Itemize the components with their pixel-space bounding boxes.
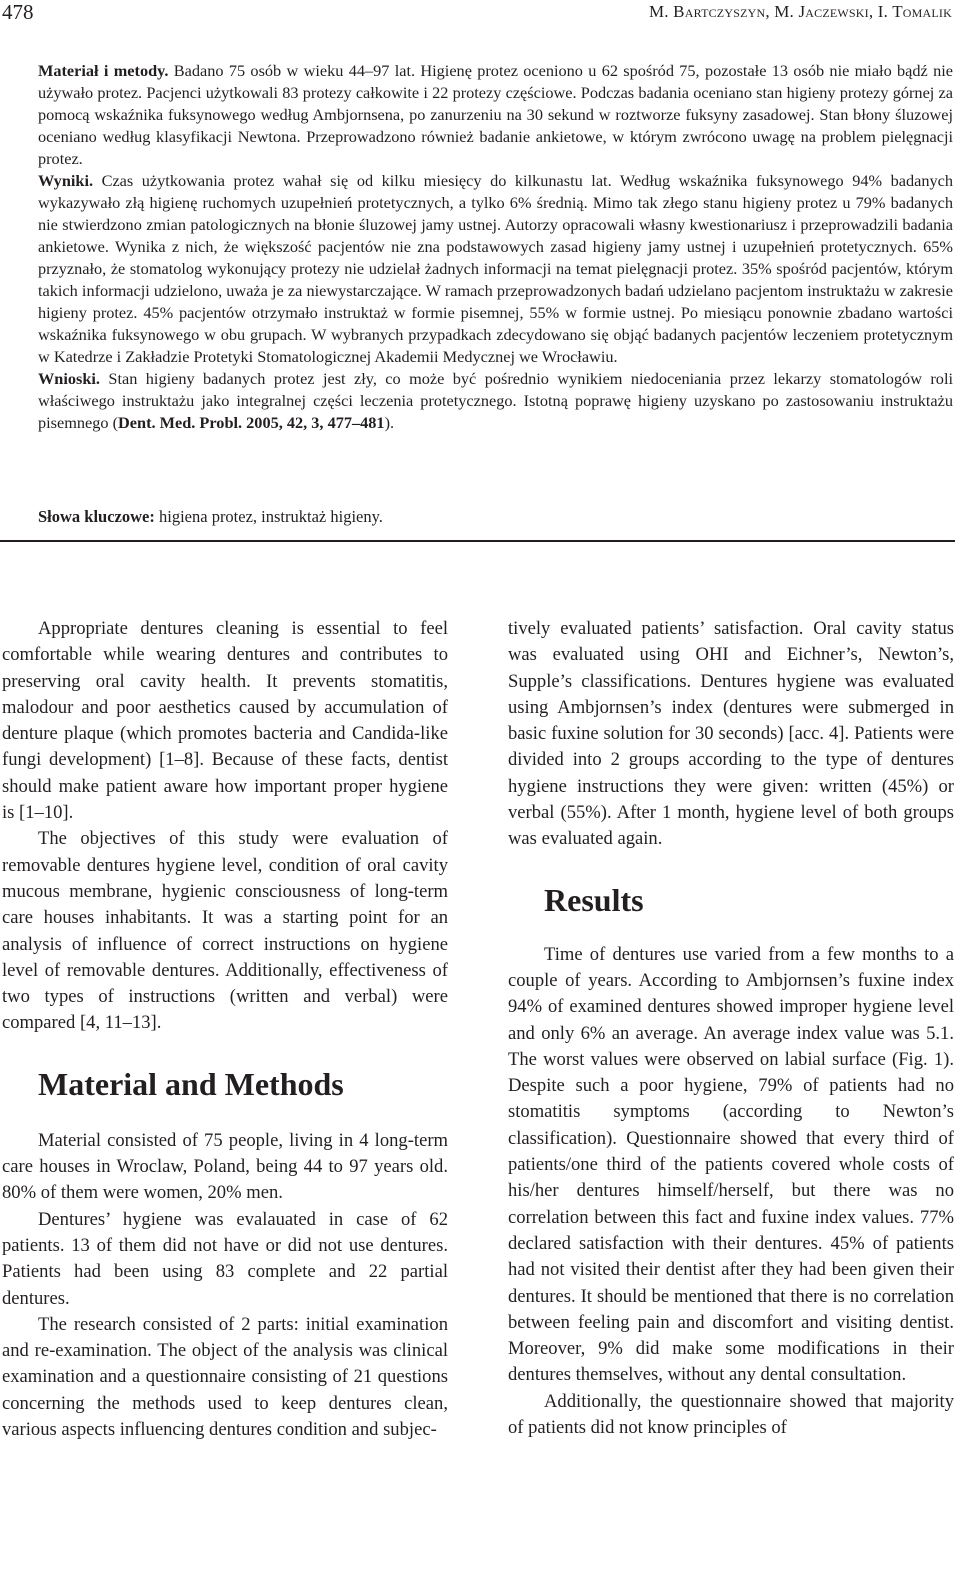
body-column-right [508, 616, 954, 1441]
results-paragraph: Additionally, the questionnaire showed that majority of patients did not know principles of [508, 1390, 954, 1439]
abstract-results-text: Czas użytkowania protez wahał się od kilku miesięcy do kilkunastu lat. Według wskaźnika fuksynowego 94% badanych wykazywało złą higienę ruchomych uzupełnień protetycznych, a tylko 6% średnią. Mimo tak złego stanu higieny protez u 79% badanych nie stwierdzono zmian patologicznych na błonie śluzowej jamy ustnej. Autorzy opracowali własny kwestionariusz i przeprowadzili badania ankietowe. Wynika z nich, że większość pacjentów nie zna podstawowych zasad higieny jamy ustnej i uzupełnień protetycznych. 65% przyznało, że stomatolog wykonujący protezy nie udzielał żadnych informacji na temat pielęgnacji protez. 35% spośród pacjentów, którym takich informacji udzielono, uważa je za niewystarczające. W ramach przeprowadzonych badań udzielano pacjentom instruktażu w zakresie higieny protez. 45% pacjentów otrzymało instruktaż w formie pisemnej, 55% w formie ustnej. Po miesiącu ponownie zbadano wartości wskaźnika fuksynowego w obu grupach. W wybranych przypadkach zdecydowano się objąć badanych pacjentów leczeniem protetycznym w Katedrze i Zakładzie Protetyki Stomatologicznej Akademii Medycznej we Wrocławiu. [38, 171, 953, 366]
results-paragraph: Time of dentures use varied from a few months to a couple of years. According to Ambjornsen’s fuxine index 94% of examined dentures showed improper hygiene level and only 6% an average. An average index value was 5.1. The worst values were observed on labial surface (Fig. 1). Despite such a poor hygiene, 79% of patients had no stomatitis symptoms (according to Newton’s classification). Questionnaire showed that every third of patients/one third of the patients covered whole costs of his/her dentures himself/herself, but there was no correlation between this fact and fuxine index values. 77% declared satisfaction with their dentures. 45% of patients had not visited their dentist after they had been given their dentures. It should be mentioned that there is no correlation between feeling pain and discomfort and visiting dentist. Moreover, 9% did make some modifications in their dentures themselves, without any dental consultation. [508, 943, 954, 1386]
section-heading-results: Results [544, 881, 644, 918]
abstract-methods-text: Badano 75 osób w wieku 44–97 lat. Higienę protez oceniono u 62 spośród 75, pozostałe 13 osób nie miało bądź nie używało protez. Pacjenci użytkowali 83 protezy całkowite i 22 protezy częściowe. Podczas badania oceniano stan higieny protezy górnej za pomocą wskaźnika fuksynowego według Ambjornsena, po zanurzeniu na 30 sekund w roztworze fuksyny zasadowej. Stan błony śluzowej oceniano według klasyfikacji Newtona. Przeprowadzono również badanie ankietowe, w którym zwrócono uwagę na problem pielęgnacji protez. [38, 61, 953, 168]
running-head: M. Bartczyszyn, M. Jaczewski, I. Tomalik [648, 2, 952, 21]
methods-continued-paragraph: tively evaluated patients’ satisfaction. Oral cavity status was evaluated using OHI and Eichner’s, Newton’s, Supple’s classifications. Dentures hygiene was evaluated using Ambjornsen’s index (dentures were submerged in basic fuxine solution for 30 seconds) [acc. 4]. Patients were divided into 2 groups according to the type of dentures hygiene instructions they were given: written (45%) or verbal (55%). After 1 month, hygiene level of both groups was evaluated again. [508, 618, 954, 850]
abstract-conclusions-lead: Wnioski. [38, 369, 100, 388]
abstract-methods-lead: Materiał i metody. [38, 61, 169, 80]
keywords-lead: Słowa kluczowe: [38, 507, 155, 526]
body-column-left [2, 616, 448, 1443]
abstract-text [38, 60, 953, 434]
abstract-conclusions-text: Stan higieny badanych protez jest zły, co może być pośrednio wynikiem niedoceniania przez lekarzy stomatologów roli właściwego instruktażu jako integralnej części leczenia protetycznego. Istotną poprawę higieny uzyskano po zastosowaniu instruktażu pisemnego ( [38, 369, 953, 432]
abstract-citation: Dent. Med. Probl. 2005, 42, 3, 477–481 [118, 413, 385, 432]
page-header [0, 0, 960, 26]
intro-paragraph: The objectives of this study were evaluation of removable dentures hygiene level, condition of oral cavity mucous membrane, hygienic consciousness of long-term care houses inhabitants. It was a starting point for an analysis of influence of correct instructions on hygiene level of removable dentures. Additionally, effectiveness of two types of instructions (written and verbal) were compared [4, 11–13]. [2, 828, 448, 1034]
section-heading-methods: Material and Methods [38, 1065, 344, 1102]
keywords [38, 506, 383, 528]
abstract-conclusions-end: ). [384, 413, 395, 432]
methods-paragraph: Dentures’ hygiene was evalauated in case of 62 patients. 13 of them did not have or did not use dentures. Patients had been using 83 complete and 22 partial dentures. [2, 1208, 448, 1309]
abstract [38, 60, 953, 434]
abstract-results-lead: Wyniki. [38, 171, 94, 190]
section-divider [0, 540, 955, 542]
page-number: 478 [2, 0, 34, 24]
intro-paragraph: Appropriate dentures cleaning is essential to feel comfortable while wearing dentures and contributes to preserving oral cavity health. It prevents stomatitis, malodour and poor aesthetics caused by accumulation of denture plaque (which promotes bacteria and Candida-like fungi development) [1–8]. Because of these facts, dentist should make patient aware how important proper hygiene is [1–10]. [2, 618, 448, 824]
methods-paragraph: Material consisted of 75 people, living in 4 long-term care houses in Wroclaw, Poland, being 44 to 97 years old. 80% of them were women, 20% men. [2, 1129, 448, 1204]
methods-paragraph: The research consisted of 2 parts: initial examination and re-examination. The object of the analysis was clinical examination and a questionnaire consisting of 21 questions concerning the methods used to keep dentures clean, various aspects influencing dentures condition and subjec- [2, 1313, 448, 1441]
keywords-text: higiena protez, instruktaż higieny. [154, 507, 383, 526]
